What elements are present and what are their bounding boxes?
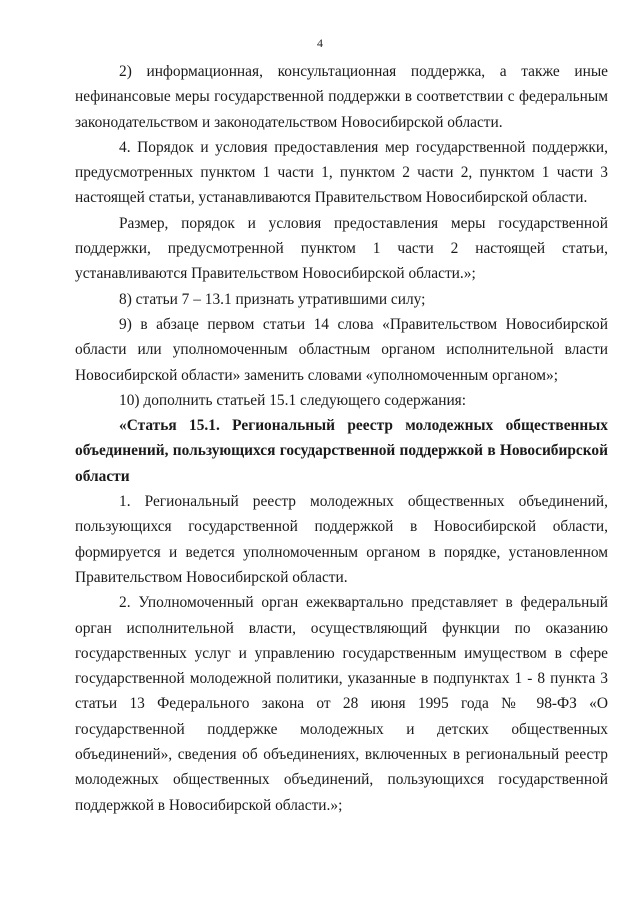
paragraph-quarterly-report: 2. Уполномоченный орган ежеквартально представляет в федеральный орган исполнительной власти, осуществляющий функции по оказанию государственных услуг и управлению государственным имуществом в сфере государственной молодежной политики, указанные в подпунктах 1 - 8 пункта 3 статьи 13 Федерального закона от 28 июня 1995 года № 98-ФЗ «О государственной поддержке молодежных и детских общественных объединений», сведения об объединениях, включенных в региональный реестр молодежных общественных объединений, пользующихся государственной поддержкой в Новосибирской области.»; bbox=[75, 594, 608, 814]
page-number: 4 bbox=[317, 36, 323, 50]
paragraph-registry-formation: 1. Региональный реестр молодежных общественных объединений, пользующихся государственной поддержкой в Новосибирской области, формируется и ведется уполномоченным органом в порядке, установленном Правительством Новосибирской области. bbox=[75, 493, 608, 586]
paragraph-nonfinancial-support: 2) информационная, консультационная поддержка, а также иные нефинансовые меры государственной поддержки в соответствии с федеральным законодательством и законодательством Новосибирской области. bbox=[75, 63, 608, 131]
article-15-1-heading: «Статья 15.1. Региональный реестр молодежных общественных объединений, пользующихся государственной поддержкой в Новосибирской области bbox=[75, 417, 608, 485]
paragraph-add-article: 10) дополнить статьей 15.1 следующего содержания: bbox=[119, 391, 467, 409]
document-body bbox=[75, 59, 608, 818]
paragraph-repeal-articles: 8) статьи 7 – 13.1 признать утратившими силу; bbox=[119, 290, 426, 308]
paragraph-support-amount: Размер, порядок и условия предоставления меры государственной поддержки, предусмотренной пунктом 1 части 2 настоящей статьи, устанавливаются Правительством Новосибирской области.»; bbox=[75, 214, 608, 283]
paragraph-article-14-amendment: 9) в абзаце первом статьи 14 слова «Правительством Новосибирской области или уполномоченным областным органом исполнительной власти Новосибирской области» заменить словами «уполномоченным органом»; bbox=[75, 315, 608, 384]
paragraph-support-procedure: 4. Порядок и условия предоставления мер государственной поддержки, предусмотренных пунктом 1 части 1, пунктом 2 части 2, пунктом 1 части 3 настоящей статьи, устанавливаются Правительством Новосибирской области. bbox=[75, 138, 608, 207]
